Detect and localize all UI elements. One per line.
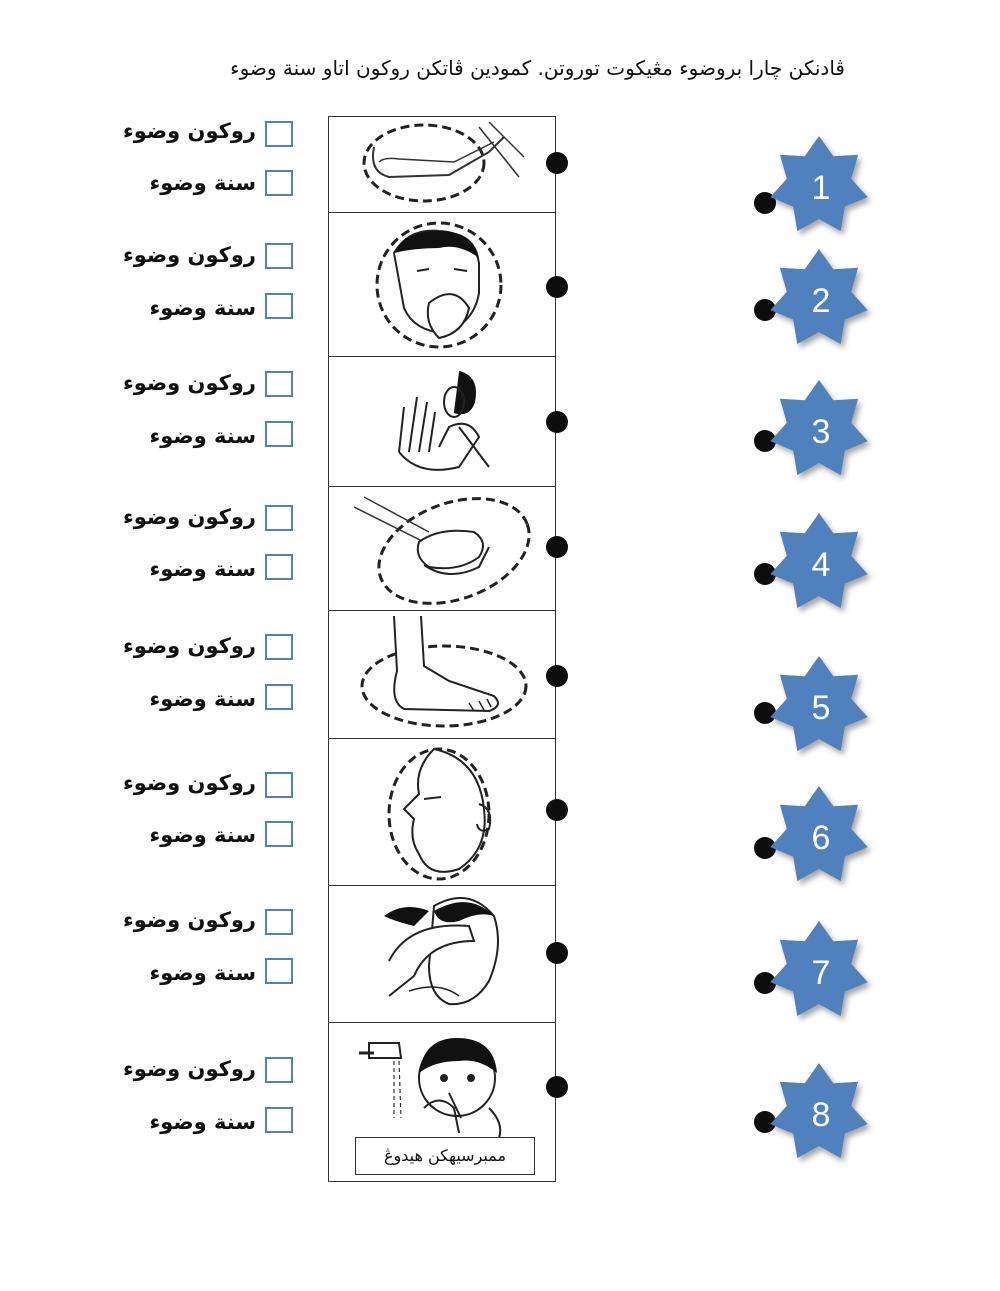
rukun-checkbox-5[interactable]	[265, 634, 293, 660]
picture-dot-7[interactable]	[546, 942, 568, 964]
picture-dot-2[interactable]	[546, 276, 568, 298]
sunnah-checkbox-5[interactable]	[265, 684, 293, 710]
sunnah-checkbox-7[interactable]	[265, 958, 293, 984]
picture-dot-1[interactable]	[546, 152, 568, 174]
option-sunnah-label-2: سنة وضوء	[149, 296, 256, 320]
sunnah-checkbox-4[interactable]	[265, 554, 293, 580]
rukun-checkbox-1[interactable]	[265, 121, 293, 147]
rinsing-nose-picture	[329, 213, 555, 356]
rukun-checkbox-2[interactable]	[265, 243, 293, 269]
option-rukun-label-3: روكون وضوء	[122, 371, 256, 395]
number-star-3	[766, 377, 876, 487]
picture-rinsing-nose	[329, 212, 555, 356]
star-number: 1	[811, 169, 831, 207]
option-rukun-label-4: روكون وضوء	[122, 505, 256, 529]
sunnah-checkbox-3[interactable]	[265, 421, 293, 447]
star-number: 2	[811, 282, 831, 320]
picture-dot-8[interactable]	[546, 1076, 568, 1098]
washing-feet-picture	[329, 611, 555, 738]
option-sunnah-label-6: سنة وضوء	[149, 823, 256, 847]
star-number: 8	[811, 1096, 831, 1134]
option-rukun-label-7: روكون وضوء	[122, 908, 256, 932]
sunnah-checkbox-2[interactable]	[265, 293, 293, 319]
option-sunnah-label-5: سنة وضوء	[149, 687, 256, 711]
picture-wiping-ears	[329, 356, 555, 486]
option-rukun-label-5: روكون وضوء	[122, 634, 256, 658]
washing-face-picture	[329, 739, 555, 885]
option-rukun-label-1: روكون وضوء	[122, 119, 256, 143]
number-star-8	[766, 1060, 876, 1170]
rukun-checkbox-6[interactable]	[265, 772, 293, 798]
option-sunnah-label-8: سنة وضوء	[149, 1110, 256, 1134]
wiping-head-picture	[329, 886, 555, 1022]
washing-arm-picture	[329, 117, 555, 212]
star-number: 7	[811, 954, 831, 992]
picture-washing-arm	[329, 117, 555, 212]
sunnah-checkbox-6[interactable]	[265, 821, 293, 847]
rukun-checkbox-3[interactable]	[265, 371, 293, 397]
picture-washing-face	[329, 738, 555, 885]
number-star-6	[766, 783, 876, 893]
option-rukun-label-6: روكون وضوء	[122, 771, 256, 795]
picture-dot-3[interactable]	[546, 411, 568, 433]
option-sunnah-label-1: سنة وضوء	[149, 171, 256, 195]
option-sunnah-label-3: سنة وضوء	[149, 424, 256, 448]
star-number: 5	[811, 689, 831, 727]
picture-washing-hands	[329, 486, 555, 610]
rukun-checkbox-4[interactable]	[265, 505, 293, 531]
instruction-text: ڤادنكن چارا بروضوء مڠيكوت توروتن. كمودين ڤاتكن روكون اتاو سنة وضوء	[230, 56, 845, 80]
picture-column	[328, 116, 556, 1182]
sunnah-checkbox-1[interactable]	[265, 170, 293, 196]
rukun-checkbox-7[interactable]	[265, 909, 293, 935]
picture-dot-5[interactable]	[546, 665, 568, 687]
star-number: 3	[811, 413, 831, 451]
picture-rinsing-nose-under-tap	[329, 1022, 555, 1183]
picture-dot-4[interactable]	[546, 536, 568, 558]
number-star-7	[766, 918, 876, 1028]
wiping-ears-picture	[329, 357, 555, 486]
rukun-checkbox-8[interactable]	[265, 1057, 293, 1083]
option-rukun-label-8: روكون وضوء	[122, 1057, 256, 1081]
picture-washing-feet	[329, 610, 555, 738]
option-sunnah-label-7: سنة وضوء	[149, 961, 256, 985]
number-star-2	[766, 246, 876, 356]
option-sunnah-label-4: سنة وضوء	[149, 557, 256, 581]
picture-caption: ممبرسيهكن هيدوڠ	[355, 1137, 535, 1175]
number-star-1	[766, 133, 876, 243]
option-rukun-label-2: روكون وضوء	[122, 243, 256, 267]
washing-hands-picture	[329, 487, 555, 610]
star-number: 6	[811, 819, 831, 857]
star-number: 4	[811, 546, 831, 584]
picture-wiping-head	[329, 885, 555, 1022]
number-star-5	[766, 653, 876, 763]
sunnah-checkbox-8[interactable]	[265, 1107, 293, 1133]
picture-dot-6[interactable]	[546, 799, 568, 821]
number-star-4	[766, 510, 876, 620]
